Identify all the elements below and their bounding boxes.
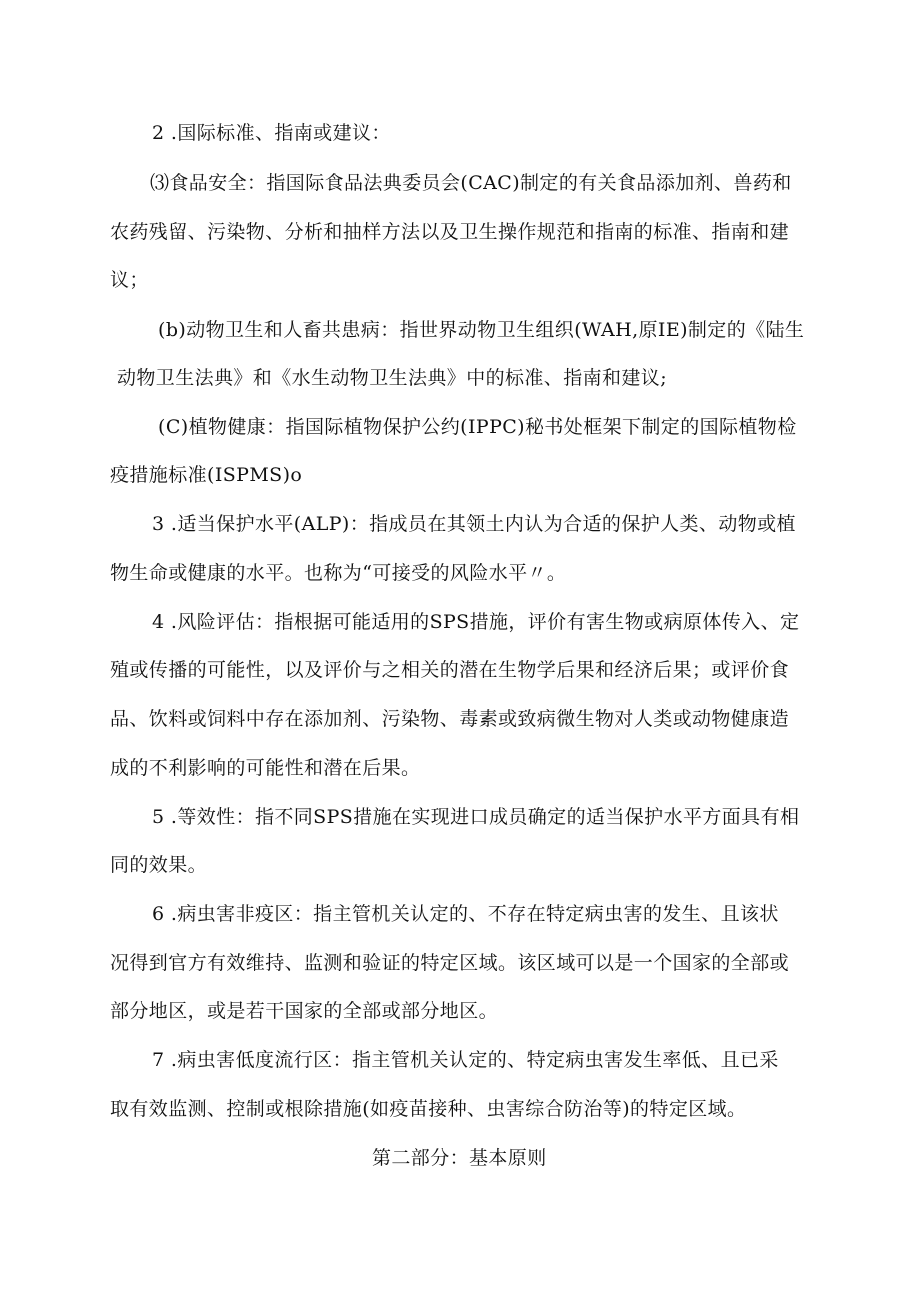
item-3-line-1: 3 .适当保护水平(ALP)：指成员在其领土内认为合适的保护人类、动物或植 — [152, 513, 796, 535]
item-5-line-2: 同的效果。 — [110, 854, 208, 876]
item-7-line-2: 取有效监测、控制或根除措施(如疫苗接种、虫害综合防治等)的特定区域。 — [110, 1098, 747, 1120]
item-3-line-2: 物生命或健康的水平。也称为“可接受的风险水平〃。 — [110, 562, 567, 584]
section-title-basic-principles: 第二部分：基本原则 — [372, 1147, 547, 1169]
item-4-line-1: 4 .风险评估：指根据可能适用的SPS措施，评价有害生物或病原体传入、定 — [152, 611, 800, 633]
item-4-line-4: 成的不利影响的可能性和潜在后果。 — [110, 757, 421, 779]
item-4-line-3: 品、饮料或饲料中存在添加剂、污染物、毒素或致病微生物对人类或动物健康造 — [110, 708, 790, 730]
item-a-line-1: ⑶食品安全：指国际食品法典委员会(CAC)制定的有关食品添加剂、兽药和 — [150, 172, 792, 194]
item-7-line-1: 7 .病虫害低度流行区：指主管机关认定的、特定病虫害发生率低、且已采 — [152, 1049, 779, 1071]
item-b-line-1: (b)动物卫生和人畜共患病：指世界动物卫生组织(WAH,原IE)制定的《陆生 — [158, 319, 805, 341]
item-c-line-1: (C)植物健康：指国际植物保护公约(IPPC)秘书处框架下制定的国际植物检 — [158, 416, 797, 438]
item-b-line-2: 动物卫生法典》和《水生动物卫生法典》中的标准、指南和建议; — [117, 367, 668, 389]
heading-intl-standards: 2 .国际标准、指南或建议： — [152, 122, 391, 144]
item-a-line-3: 议； — [110, 269, 149, 291]
item-6-line-3: 部分地区，或是若干国家的全部或部分地区。 — [110, 1000, 499, 1022]
item-4-line-2: 殖或传播的可能性，以及评价与之相关的潜在生物学后果和经济后果；或评价食 — [110, 659, 790, 681]
item-6-line-2: 况得到官方有效维持、监测和验证的特定区域。该区域可以是一个国家的全部或 — [110, 952, 790, 974]
item-5-line-1: 5 .等效性：指不同SPS措施在实现进口成员确定的适当保护水平方面具有相 — [152, 806, 800, 828]
item-a-line-2: 农药残留、污染物、分析和抽样方法以及卫生操作规范和指南的标准、指南和建 — [110, 221, 790, 243]
item-6-line-1: 6 .病虫害非疫区：指主管机关认定的、不存在特定病虫害的发生、且该状 — [152, 903, 779, 925]
item-c-line-2: 疫措施标准(ISPMS)o — [110, 464, 303, 486]
